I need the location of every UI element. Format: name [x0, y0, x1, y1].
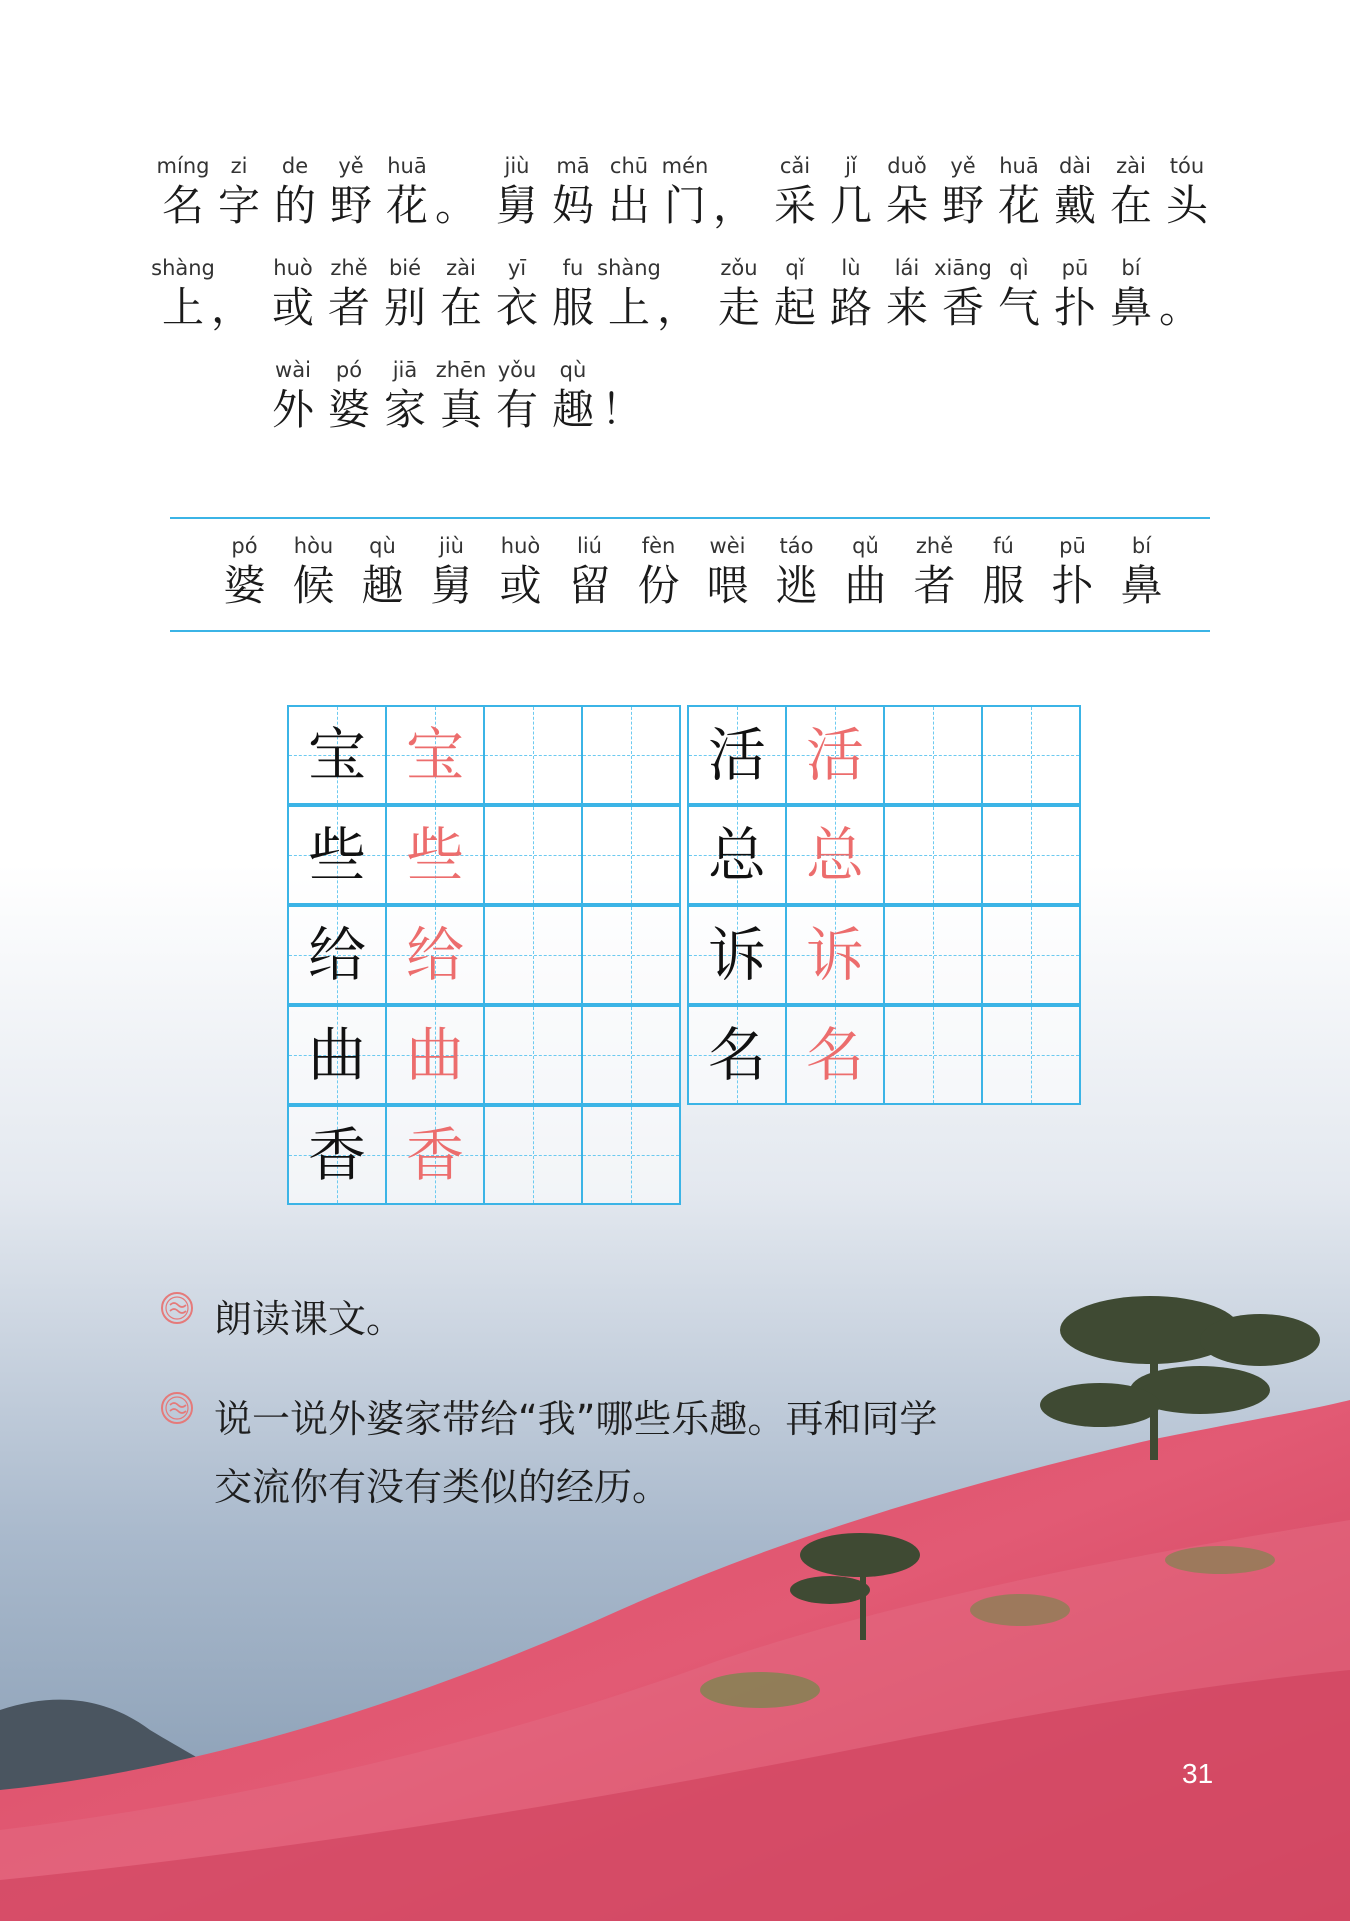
model-character: 名 [707, 1021, 766, 1089]
pinyin: qǐ [785, 256, 805, 280]
pinyin: lù [841, 256, 861, 280]
character-with-pinyin [767, 254, 823, 334]
character-with-pinyin [991, 254, 1047, 334]
trace-character: 香 [405, 1121, 464, 1189]
pinyin: hòu [293, 534, 334, 558]
pinyin: yǒu [497, 358, 537, 382]
left-grid-row [289, 805, 681, 905]
character-with-pinyin [377, 356, 433, 436]
right-grid-row [689, 905, 1081, 1005]
hanzi: 份 [637, 561, 680, 610]
passage-line-3 [265, 356, 655, 436]
character-with-pinyin [879, 152, 935, 232]
hanzi: 。 [435, 181, 478, 230]
vocabulary-item [210, 532, 279, 612]
hanzi: 气 [997, 283, 1040, 332]
blank-practice-cell[interactable] [981, 1005, 1081, 1105]
pinyin: qù [559, 358, 587, 382]
vocabulary-item [1107, 532, 1176, 612]
character-with-pinyin [879, 254, 935, 334]
blank-practice-cell[interactable] [981, 905, 1081, 1005]
hanzi: 野 [941, 181, 984, 230]
model-character: 些 [307, 821, 366, 889]
pinyin: yě [950, 154, 976, 178]
vocabulary-item [348, 532, 417, 612]
character-with-pinyin [211, 152, 267, 232]
trace-character: 宝 [405, 721, 464, 789]
hanzi: 在 [439, 283, 482, 332]
pinyin: táo [779, 534, 814, 558]
pinyin: yě [338, 154, 364, 178]
pinyin: qǔ [852, 534, 879, 558]
blank-practice-cell[interactable] [483, 805, 583, 905]
punctuation [601, 356, 655, 436]
pinyin: zài [446, 256, 476, 280]
grid-cell [687, 705, 787, 805]
trace-character: 诉 [805, 921, 864, 989]
hanzi: 扑 [1051, 561, 1094, 610]
hanzi: 有 [495, 385, 538, 434]
pinyin: qì [1009, 256, 1029, 280]
vocabulary-item [279, 532, 348, 612]
hanzi: 的 [273, 181, 316, 230]
character-with-pinyin [433, 356, 489, 436]
pinyin: zhēn [435, 358, 487, 382]
blank-practice-cell[interactable] [581, 805, 681, 905]
exercise-2-text: 说一说外婆家带给“我”哪些乐趣。再和同学交流你有没有类似的经历。 [214, 1397, 938, 1509]
punctuation [211, 254, 265, 334]
blank-practice-cell[interactable] [883, 905, 983, 1005]
trace-character: 些 [405, 821, 464, 889]
hanzi: 。 [1159, 283, 1202, 332]
pinyin: shàng [597, 256, 661, 280]
grid-cell [385, 905, 485, 1005]
hanzi: 鼻 [1109, 283, 1152, 332]
pinyin: zhě [915, 534, 954, 558]
hanzi: 上 [607, 283, 650, 332]
pinyin: huā [999, 154, 1039, 178]
pinyin: tóu [1169, 154, 1205, 178]
character-with-pinyin [711, 254, 767, 334]
blank-practice-cell[interactable] [483, 1105, 583, 1205]
pinyin: pó [231, 534, 258, 558]
character-with-pinyin [1047, 152, 1103, 232]
character-with-pinyin [1159, 152, 1215, 232]
grid-cell [785, 1005, 885, 1105]
hanzi: 或 [499, 561, 542, 610]
blank-practice-cell[interactable] [581, 1005, 681, 1105]
left-grid-row [289, 905, 681, 1005]
character-with-pinyin [489, 152, 545, 232]
model-character: 活 [707, 721, 766, 789]
passage-line-2 [151, 254, 1213, 334]
pinyin: wèi [709, 534, 746, 558]
pinyin: mén [661, 154, 709, 178]
vocabulary-item [624, 532, 693, 612]
trace-character: 活 [805, 721, 864, 789]
hanzi: 别 [383, 283, 426, 332]
grid-cell [287, 1005, 387, 1105]
punctuation [1159, 254, 1213, 334]
hanzi: ， [657, 283, 700, 332]
vocabulary-item [762, 532, 831, 612]
character-with-pinyin [545, 152, 601, 232]
pinyin: cǎi [779, 154, 811, 178]
punctuation [657, 254, 711, 334]
hanzi: 花 [385, 181, 428, 230]
hanzi: 婆 [327, 385, 370, 434]
character-with-pinyin [991, 152, 1047, 232]
pinyin: pū [1059, 534, 1086, 558]
pinyin: de [281, 154, 309, 178]
blank-practice-cell[interactable] [483, 705, 583, 805]
pinyin: fú [993, 534, 1014, 558]
pinyin: jiù [504, 154, 530, 178]
grid-cell [287, 1105, 387, 1205]
vocabulary-rule-top [170, 517, 1210, 519]
hanzi: 候 [292, 561, 335, 610]
model-character: 给 [307, 921, 366, 989]
vocabulary-item [486, 532, 555, 612]
blank-practice-cell[interactable] [581, 705, 681, 805]
blank-practice-cell[interactable] [581, 1105, 681, 1205]
hanzi: 趣 [361, 561, 404, 610]
blank-practice-cell[interactable] [883, 705, 983, 805]
character-with-pinyin [545, 356, 601, 436]
blank-practice-cell[interactable] [581, 905, 681, 1005]
character-with-pinyin [767, 152, 823, 232]
character-with-pinyin [377, 254, 433, 334]
character-with-pinyin [151, 254, 215, 334]
vocabulary-item [831, 532, 900, 612]
pinyin: qù [369, 534, 396, 558]
trace-character: 曲 [405, 1021, 464, 1089]
pinyin: chū [609, 154, 649, 178]
blank-practice-cell[interactable] [981, 805, 1081, 905]
pinyin: bí [1131, 534, 1152, 558]
character-with-pinyin [489, 356, 545, 436]
pinyin: zhě [330, 256, 368, 280]
pinyin: xiāng [934, 256, 992, 280]
grid-cell [385, 1105, 485, 1205]
hanzi: 舅 [430, 561, 473, 610]
character-with-pinyin [823, 152, 879, 232]
seal-icon [160, 1291, 194, 1325]
exercise-1 [160, 1285, 994, 1353]
hanzi: 名 [161, 181, 204, 230]
hanzi: 家 [383, 385, 426, 434]
trace-character: 给 [405, 921, 464, 989]
vocabulary-item [417, 532, 486, 612]
character-with-pinyin [935, 152, 991, 232]
hanzi: 野 [329, 181, 372, 230]
pinyin: fèn [641, 534, 676, 558]
pinyin: fu [562, 256, 584, 280]
character-with-pinyin [597, 254, 661, 334]
hanzi: 服 [982, 561, 1025, 610]
grid-cell [687, 1005, 787, 1105]
hanzi: 舅 [495, 181, 538, 230]
model-character: 总 [707, 821, 766, 889]
vocabulary-rule-bottom [170, 630, 1210, 632]
character-with-pinyin [321, 254, 377, 334]
pinyin: bié [388, 256, 422, 280]
character-with-pinyin [1103, 152, 1159, 232]
pinyin: jǐ [845, 154, 857, 178]
vocabulary-item [1038, 532, 1107, 612]
hanzi: 逃 [775, 561, 818, 610]
hanzi: 真 [439, 385, 482, 434]
hanzi: 或 [271, 283, 314, 332]
character-with-pinyin [433, 254, 489, 334]
character-with-pinyin [265, 356, 321, 436]
grid-cell [287, 805, 387, 905]
character-with-pinyin [155, 152, 211, 232]
pinyin: huò [273, 256, 313, 280]
hanzi: 采 [773, 181, 816, 230]
hanzi: ！ [601, 385, 644, 434]
model-character: 香 [307, 1121, 366, 1189]
hanzi: 走 [717, 283, 760, 332]
pinyin: huā [387, 154, 427, 178]
hanzi: 起 [773, 283, 816, 332]
hanzi: 者 [327, 283, 370, 332]
hanzi: 几 [829, 181, 872, 230]
hanzi: 香 [941, 283, 984, 332]
grid-cell [385, 1005, 485, 1105]
pinyin: lái [894, 256, 920, 280]
blank-practice-cell[interactable] [483, 1005, 583, 1105]
grid-cell [287, 905, 387, 1005]
pinyin: jiù [439, 534, 464, 558]
grid-cell [687, 805, 787, 905]
character-with-pinyin [1047, 254, 1103, 334]
pinyin: jiā [392, 358, 418, 382]
hanzi: 喂 [706, 561, 749, 610]
character-with-pinyin [657, 152, 713, 232]
hanzi: 路 [829, 283, 872, 332]
seal-icon [160, 1391, 194, 1425]
character-with-pinyin [1103, 254, 1159, 334]
pinyin: zi [230, 154, 248, 178]
hanzi: 趣 [551, 385, 594, 434]
grid-cell [785, 905, 885, 1005]
blank-practice-cell[interactable] [883, 805, 983, 905]
character-with-pinyin [321, 356, 377, 436]
hanzi: 朵 [885, 181, 928, 230]
punctuation [713, 152, 767, 232]
character-with-pinyin [489, 254, 545, 334]
character-with-pinyin [601, 152, 657, 232]
grid-cell [785, 705, 885, 805]
pinyin: liú [577, 534, 602, 558]
character-with-pinyin [379, 152, 435, 232]
hanzi: 头 [1165, 181, 1208, 230]
character-with-pinyin [323, 152, 379, 232]
grid-cell [385, 705, 485, 805]
left-grid-row [289, 705, 681, 805]
pinyin: zǒu [720, 256, 758, 280]
hanzi: 留 [568, 561, 611, 610]
grid-cell [687, 905, 787, 1005]
exercise-1-text: 朗读课文。 [214, 1297, 405, 1341]
right-grid-row [689, 705, 1081, 805]
vocabulary-item [693, 532, 762, 612]
pinyin: yī [507, 256, 527, 280]
right-grid-row [689, 1005, 1081, 1105]
blank-practice-cell[interactable] [883, 1005, 983, 1105]
hanzi: ， [211, 283, 254, 332]
hanzi: 妈 [551, 181, 594, 230]
hanzi: 出 [607, 181, 650, 230]
exercise-2 [160, 1385, 974, 1521]
left-grid-row [289, 1005, 681, 1105]
punctuation [435, 152, 489, 232]
hanzi: 婆 [223, 561, 266, 610]
page-number: 31 [1182, 1758, 1214, 1789]
hanzi: 鼻 [1120, 561, 1163, 610]
pinyin: pó [335, 358, 363, 382]
blank-practice-cell[interactable] [483, 905, 583, 1005]
grid-cell [287, 705, 387, 805]
pinyin: dài [1058, 154, 1092, 178]
hanzi: 在 [1109, 181, 1152, 230]
hanzi: 者 [913, 561, 956, 610]
character-with-pinyin [267, 152, 323, 232]
left-grid-row [289, 1105, 681, 1205]
right-grid-row [689, 805, 1081, 905]
pinyin: wài [275, 358, 311, 382]
vocabulary-item [969, 532, 1038, 612]
grid-cell [385, 805, 485, 905]
hanzi: 曲 [844, 561, 887, 610]
pinyin: míng [156, 154, 210, 178]
hanzi: 扑 [1053, 283, 1096, 332]
hanzi: 外 [271, 385, 314, 434]
hanzi: ， [713, 181, 756, 230]
character-with-pinyin [265, 254, 321, 334]
hanzi: 上 [161, 283, 204, 332]
hanzi: 来 [885, 283, 928, 332]
blank-practice-cell[interactable] [981, 705, 1081, 805]
hanzi: 戴 [1053, 181, 1096, 230]
hanzi: 衣 [495, 283, 538, 332]
pinyin: pū [1061, 256, 1089, 280]
pinyin: huò [500, 534, 541, 558]
model-character: 宝 [307, 721, 366, 789]
pinyin: shàng [151, 256, 215, 280]
pinyin: bí [1121, 256, 1141, 280]
vocabulary-strip [210, 532, 1176, 612]
pinyin: zài [1116, 154, 1146, 178]
hanzi: 服 [551, 283, 594, 332]
character-with-pinyin [935, 254, 991, 334]
hanzi: 花 [997, 181, 1040, 230]
hanzi: 字 [217, 181, 260, 230]
trace-character: 总 [805, 821, 864, 889]
character-with-pinyin [545, 254, 601, 334]
character-with-pinyin [823, 254, 879, 334]
hanzi: 门 [663, 181, 706, 230]
model-character: 诉 [707, 921, 766, 989]
model-character: 曲 [307, 1021, 366, 1089]
trace-character: 名 [805, 1021, 864, 1089]
pinyin: duǒ [887, 154, 927, 178]
passage-line-1 [155, 152, 1215, 232]
pinyin: mā [556, 154, 590, 178]
vocabulary-item [900, 532, 969, 612]
vocabulary-item [555, 532, 624, 612]
grid-cell [785, 805, 885, 905]
